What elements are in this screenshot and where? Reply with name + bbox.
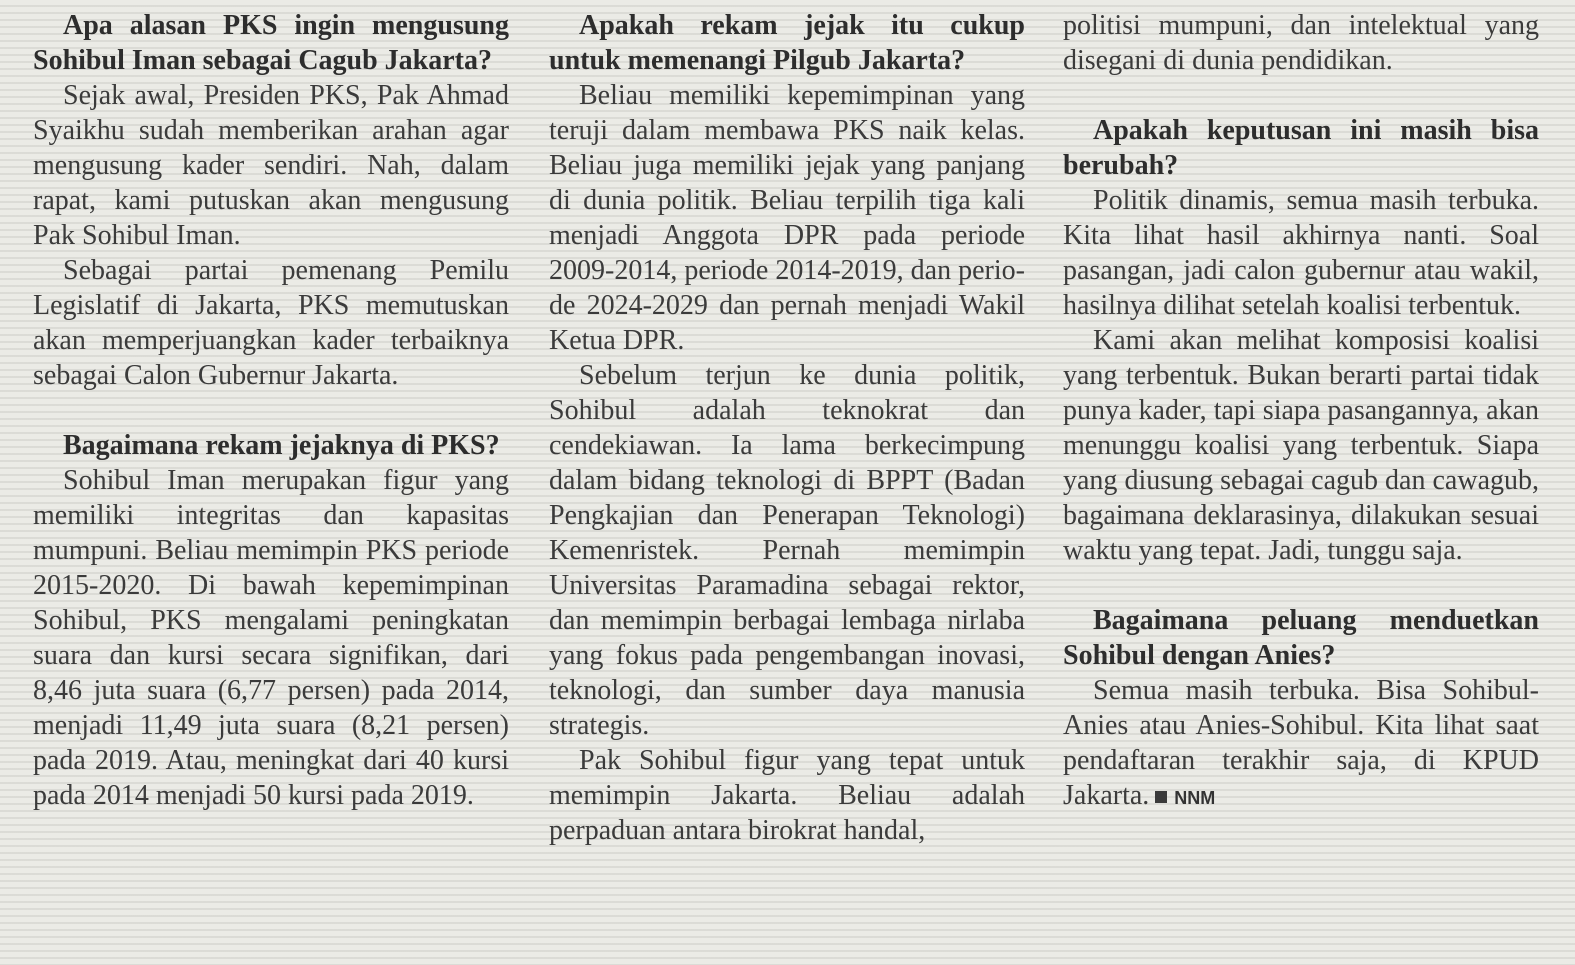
answer-paragraph: Beliau memiliki kepemimpinan yang teruji dalam membawa PKS naik kelas. Beliau juga memiliki jejak yang panjang di dunia politik. Beliau terpilih tiga kali menjadi Anggota DPR pada periode 2009-2014, periode 2014-2019, dan periode 2024-2029 dan pernah menjadi Wakil Ketua DPR. [549, 80, 1025, 356]
question-heading: Bagaimana peluang menduetkan Sohibul dengan Anies? [1063, 605, 1539, 671]
question-heading: Bagaimana rekam jejaknya di PKS? [63, 430, 500, 461]
answer-paragraph: Pak Sohibul figur yang tepat untuk memimpin Jakarta. Beliau adalah perpaduan antara birokrat handal, [549, 745, 1025, 846]
author-byline: NNM [1174, 788, 1216, 808]
continued-paragraph: politisi mumpuni, dan intelektual yang disegani di dunia pendidikan. [1063, 10, 1539, 76]
section-spacer [1063, 568, 1539, 603]
question-heading: Apakah rekam jejak itu cukup untuk memenangi Pilgub Jakarta? [549, 10, 1025, 76]
question-heading: Apa alasan PKS ingin mengusung Sohibul Iman sebagai Cagub Jakarta? [33, 10, 509, 76]
question-heading: Apakah keputusan ini masih bisa berubah? [1063, 115, 1539, 181]
section-spacer [33, 393, 509, 428]
answer-paragraph: Politik dinamis, semua masih terbuka. Kita lihat hasil akhirnya nanti. Soal pasangan, jadi calon gubernur atau wakil, hasilnya dilihat setelah koalisi terbentuk. [1063, 185, 1539, 321]
answer-paragraph: Sebagai partai pemenang Pemilu Legislatif di Jakarta, PKS memutuskan akan memperjuangkan kader terbaiknya sebagai Calon Gubernur Jakarta. [33, 255, 509, 391]
answer-paragraph: Kami akan melihat komposisi koalisi yang terbentuk. Bukan berarti partai tidak punya kader, tapi siapa pasangannya, akan menunggu koalisi yang terbentuk. Siapa yang diusung sebagai cagub dan cawagub, bagaimana deklarasinya, dilakukan sesuai waktu yang tepat. Jadi, tunggu saja. [1063, 325, 1539, 566]
answer-paragraph: Sejak awal, Presiden PKS, Pak Ahmad Syaikhu sudah memberikan arahan agar mengusung kader sendiri. Nah, dalam rapat, kami putuskan akan mengusung Pak Sohibul Iman. [33, 80, 509, 251]
answer-text: Semua masih terbuka. Bisa Sohibul-Anies atau Anies-Sohibul. Kita lihat saat pendaftaran terakhir saja, di KPUD Jakarta. [1063, 675, 1539, 811]
section-spacer [1063, 78, 1539, 113]
end-square-icon [1155, 791, 1167, 803]
article-column-2 [549, 8, 1025, 848]
answer-paragraph: Sebelum terjun ke dunia politik, Sohibul adalah teknokrat dan cendekiawan. Ia lama berkecimpung dalam bidang teknologi di BPPT (Badan Pengkajian dan Penerapan Teknologi) Kemenristek. Pernah memimpin Universitas Paramadina sebagai rektor, dan memimpin berbagai lembaga nirlaba yang fokus pada pengembangan inovasi, teknologi, dan sumber daya manusia strategis. [549, 360, 1025, 741]
article-column-1 [33, 8, 509, 813]
answer-paragraph [1063, 673, 1539, 816]
article-column-3 [1063, 8, 1539, 816]
answer-paragraph: Sohibul Iman merupakan figur yang memiliki integritas dan kapasitas mumpuni. Beliau memimpin PKS periode 2015-2020. Di bawah kepemimpinan Sohibul, PKS mengalami peningkatan suara dan kursi secara signifikan, dari 8,46 juta suara (6,77 persen) pada 2014, menjadi 11,49 juta suara (8,21 persen) pada 2019. Atau, meningkat dari 40 kursi pada 2014 menjadi 50 kursi pada 2019. [33, 465, 509, 811]
